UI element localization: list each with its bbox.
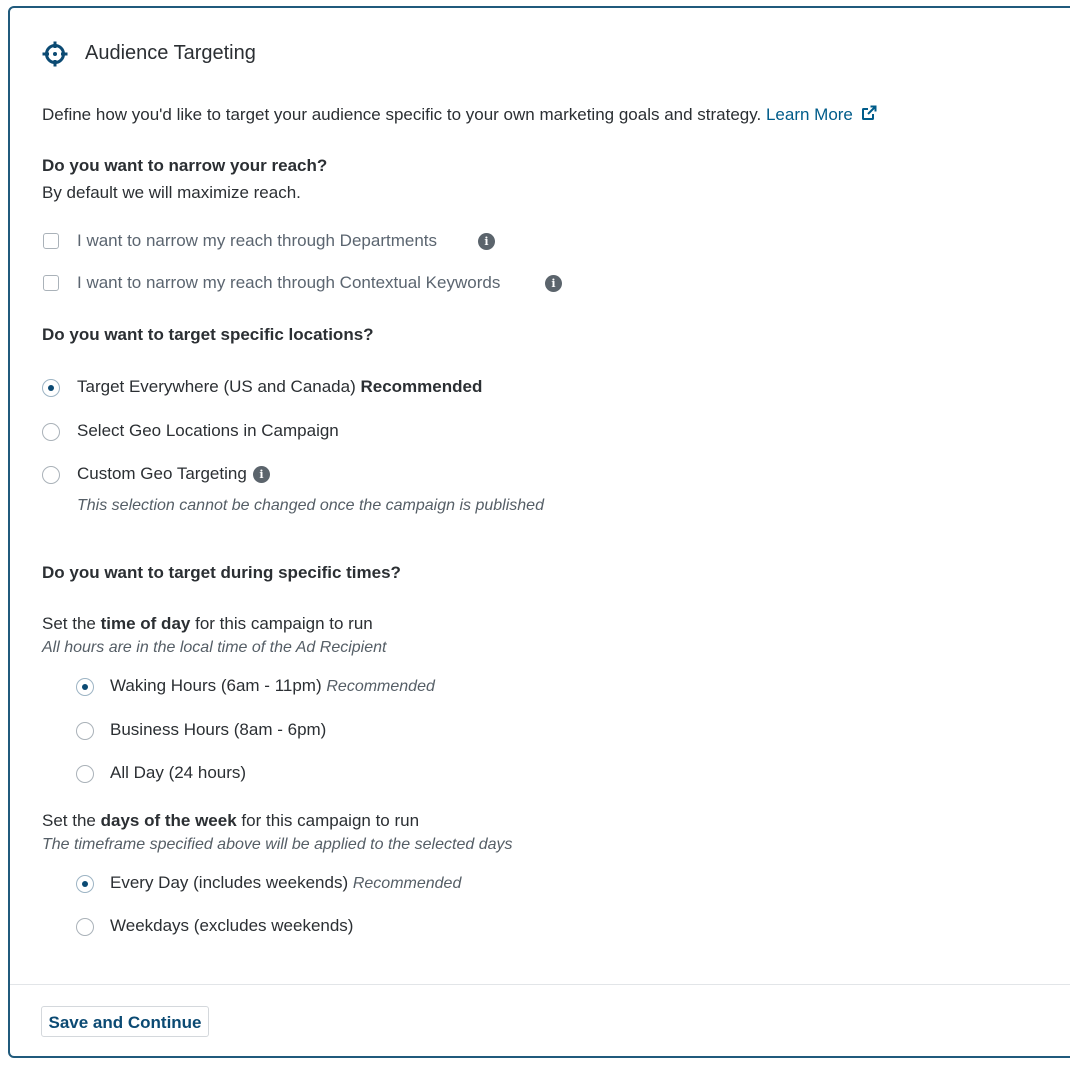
target-everywhere-label — [77, 377, 482, 397]
departments-info-icon[interactable]: i — [478, 233, 495, 250]
all-day-radio[interactable] — [76, 765, 94, 783]
page-title: Audience Targeting — [85, 42, 256, 64]
departments-label: I want to narrow my reach through Departments — [77, 231, 437, 250]
waking-hours-label — [110, 676, 435, 696]
custom-geo-label: Custom Geo Targeting — [77, 464, 247, 483]
weekdays-label: Weekdays (excludes weekends) — [110, 916, 354, 935]
days-heading — [42, 811, 419, 831]
target-everywhere-radio[interactable] — [42, 379, 60, 397]
keywords-label: I want to narrow my reach through Contextual Keywords — [77, 273, 501, 292]
custom-geo-radio[interactable] — [42, 466, 60, 484]
intro-description: Define how you'd like to target your audience specific to your own marketing goals and strategy. — [42, 105, 762, 124]
geo-locations-radio[interactable] — [42, 423, 60, 441]
custom-geo-note: This selection cannot be changed once the campaign is published — [77, 497, 544, 514]
waking-hours-text: Waking Hours (6am - 11pm) — [110, 676, 322, 695]
days-suffix: for this campaign to run — [241, 811, 420, 830]
recommended-badge: Recommended — [352, 875, 462, 892]
every-day-radio[interactable] — [76, 875, 94, 893]
time-of-day-suffix: for this campaign to run — [195, 614, 373, 633]
geo-locations-label: Select Geo Locations in Campaign — [77, 421, 339, 440]
all-day-label: All Day (24 hours) — [110, 763, 247, 782]
recommended-badge: Recommended — [326, 678, 435, 695]
waking-hours-radio[interactable] — [76, 678, 94, 696]
times-question: Do you want to target during specific times? — [42, 563, 401, 582]
departments-checkbox[interactable] — [43, 233, 59, 249]
keywords-info-icon[interactable]: i — [545, 275, 562, 292]
time-of-day-emphasis: time of day — [100, 614, 191, 633]
time-of-day-hint: All hours are in the local time of the Ad Recipient — [42, 639, 387, 656]
days-prefix: Set the — [42, 811, 96, 830]
keywords-checkbox[interactable] — [43, 275, 59, 291]
every-day-text: Every Day (includes weekends) — [110, 873, 349, 892]
target-everywhere-text: Target Everywhere (US and Canada) — [77, 377, 356, 396]
reach-question: Do you want to narrow your reach? — [42, 156, 328, 175]
custom-geo-info-icon[interactable]: i — [253, 466, 270, 483]
locations-question: Do you want to target specific locations? — [42, 325, 374, 344]
intro-text — [42, 105, 877, 125]
business-hours-radio[interactable] — [76, 722, 94, 740]
learn-more-label: Learn More — [765, 105, 853, 124]
reach-subtitle: By default we will maximize reach. — [42, 183, 301, 202]
business-hours-label: Business Hours (8am - 6pm) — [110, 720, 327, 739]
recommended-badge: Recommended — [360, 377, 483, 396]
save-and-continue-button[interactable]: Save and Continue — [41, 1006, 209, 1037]
days-emphasis: days of the week — [100, 811, 237, 830]
time-of-day-heading — [42, 614, 373, 634]
every-day-label — [110, 873, 461, 893]
external-link-icon — [861, 105, 877, 121]
learn-more-link[interactable] — [766, 105, 877, 124]
weekdays-radio[interactable] — [76, 918, 94, 936]
days-hint: The timeframe specified above will be applied to the selected days — [42, 836, 513, 853]
time-of-day-prefix: Set the — [42, 614, 96, 633]
crosshair-icon — [42, 41, 68, 67]
footer-divider — [10, 984, 1070, 985]
